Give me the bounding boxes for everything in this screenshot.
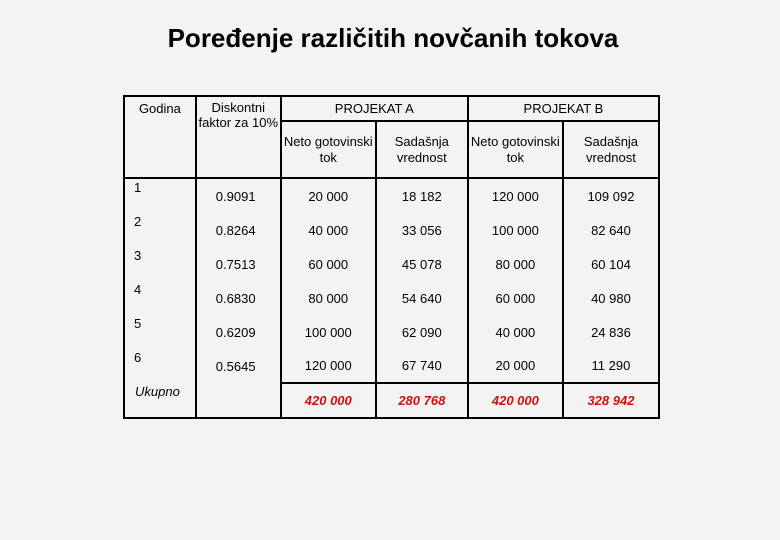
year-cell: 3 <box>124 247 196 281</box>
project-b-pv-cell: 40 980 <box>563 281 659 315</box>
discount-factor-cell: 0.7513 <box>196 247 281 281</box>
project-b-flow-cell: 40 000 <box>468 315 563 349</box>
page-title: Poređenje različitih novčanih tokova <box>167 23 619 53</box>
total-row <box>124 383 659 418</box>
project-a-flow-cell: 20 000 <box>281 178 376 213</box>
project-a-pv-cell: 45 078 <box>376 247 468 281</box>
table-row <box>124 281 659 315</box>
project-a-flow-cell: 120 000 <box>281 349 376 383</box>
discount-factor-cell: 0.8264 <box>196 213 281 247</box>
discount-factor-cell: 0.6209 <box>196 315 281 349</box>
project-a-pv-cell: 33 056 <box>376 213 468 247</box>
total-project-b-flow: 420 000 <box>468 383 563 418</box>
project-a-pv-cell: 62 090 <box>376 315 468 349</box>
project-b-header: PROJEKAT B <box>468 96 659 121</box>
project-b-pv-cell: 109 092 <box>563 178 659 213</box>
total-project-a-flow: 420 000 <box>281 383 376 418</box>
table-row <box>124 247 659 281</box>
project-b-pv-cell: 82 640 <box>563 213 659 247</box>
project-a-net-flow-header: Neto gotovinski tok <box>281 121 376 178</box>
cash-flow-table-wrap <box>123 95 660 419</box>
project-b-flow-cell: 100 000 <box>468 213 563 247</box>
year-cell: 6 <box>124 349 196 383</box>
project-b-flow-cell: 80 000 <box>468 247 563 281</box>
table-row <box>124 178 659 213</box>
project-b-pv-cell: 24 836 <box>563 315 659 349</box>
year-cell: 5 <box>124 315 196 349</box>
discount-factor-cell: 0.9091 <box>196 178 281 213</box>
table-row <box>124 213 659 247</box>
header-row <box>124 96 659 121</box>
total-label: Ukupno <box>124 383 196 418</box>
year-header: Godina <box>124 96 196 178</box>
project-a-flow-cell: 40 000 <box>281 213 376 247</box>
table-row <box>124 349 659 383</box>
project-a-flow-cell: 100 000 <box>281 315 376 349</box>
project-b-net-flow-header: Neto gotovinski tok <box>468 121 563 178</box>
project-a-present-value-header: Sadašnja vrednost <box>376 121 468 178</box>
project-a-header: PROJEKAT A <box>281 96 468 121</box>
project-b-pv-cell: 11 290 <box>563 349 659 383</box>
total-discount-factor-empty <box>196 383 281 418</box>
project-a-pv-cell: 18 182 <box>376 178 468 213</box>
project-a-pv-cell: 67 740 <box>376 349 468 383</box>
discount-factor-cell: 0.5645 <box>196 349 281 383</box>
project-b-flow-cell: 60 000 <box>468 281 563 315</box>
project-a-flow-cell: 80 000 <box>281 281 376 315</box>
project-b-flow-cell: 120 000 <box>468 178 563 213</box>
project-a-pv-cell: 54 640 <box>376 281 468 315</box>
total-project-a-pv: 280 768 <box>376 383 468 418</box>
year-cell: 1 <box>124 178 196 213</box>
year-cell: 4 <box>124 281 196 315</box>
project-a-flow-cell: 60 000 <box>281 247 376 281</box>
discount-factor-header: Diskontni faktor za 10% <box>196 96 281 178</box>
table-row <box>124 315 659 349</box>
total-project-b-pv: 328 942 <box>563 383 659 418</box>
year-cell: 2 <box>124 213 196 247</box>
discount-factor-cell: 0.6830 <box>196 281 281 315</box>
project-b-present-value-header: Sadašnja vrednost <box>563 121 659 178</box>
project-b-flow-cell: 20 000 <box>468 349 563 383</box>
project-b-pv-cell: 60 104 <box>563 247 659 281</box>
cash-flow-table <box>123 95 660 419</box>
